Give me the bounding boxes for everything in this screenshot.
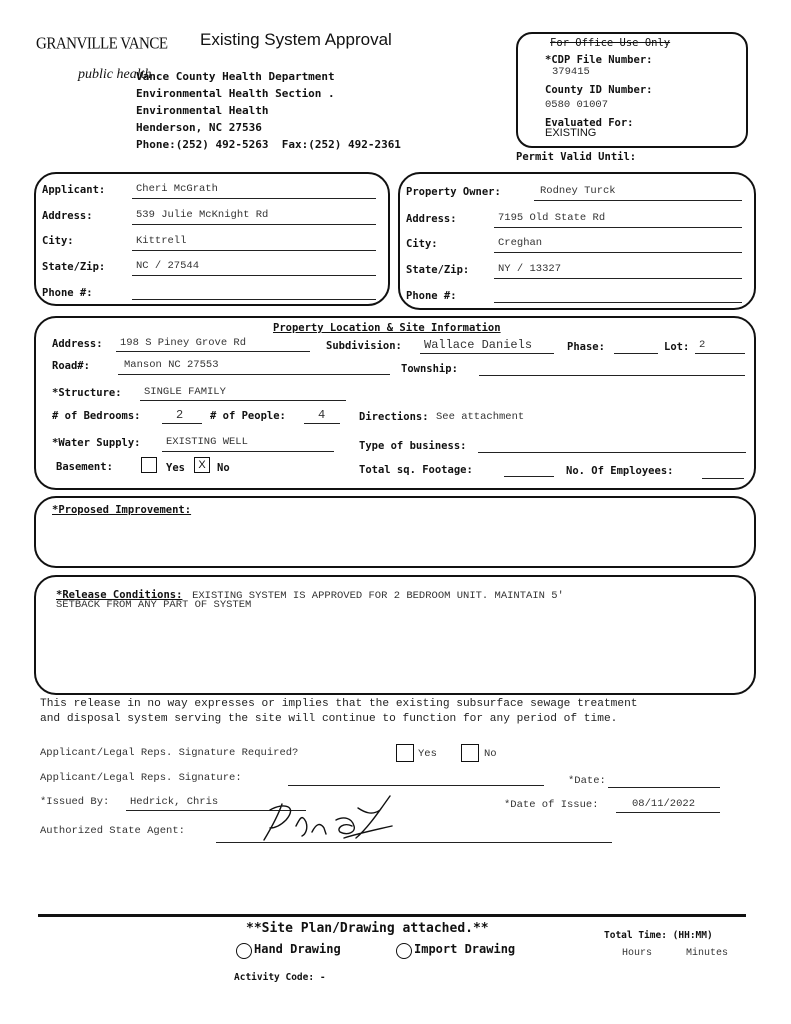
- site-address-line: [116, 351, 310, 352]
- structure-label: *Structure:: [52, 387, 122, 399]
- applicant-signature-line: [288, 785, 544, 786]
- import-drawing-radio[interactable]: [396, 943, 412, 959]
- logo-line2: public health: [78, 67, 152, 82]
- people-line: [304, 423, 340, 424]
- issued-by-value: Hedrick, Chris: [130, 796, 219, 808]
- bedrooms-label: # of Bedrooms:: [52, 410, 141, 422]
- owner-statezip-line: [494, 278, 742, 279]
- applicant-address-label: Address:: [42, 210, 93, 222]
- applicant-statezip-line: [132, 275, 376, 276]
- agency-line: Henderson, NC 27536: [136, 121, 262, 134]
- basement-yes-checkbox[interactable]: [141, 457, 157, 473]
- structure-line: [140, 400, 346, 401]
- water-supply-label: *Water Supply:: [52, 437, 141, 449]
- disclaimer-line1: This release in no way expresses or implies that the existing subsurface sewage treatment: [40, 698, 638, 710]
- sqft-line: [504, 476, 554, 477]
- import-drawing-label: Import Drawing: [414, 942, 516, 956]
- phone-label: Phone:: [136, 138, 176, 151]
- applicant-address: 539 Julie McKnight Rd: [136, 209, 269, 221]
- signature-required-no-label: No: [484, 748, 497, 760]
- agency-line: Environmental Health: [136, 104, 269, 117]
- signature-required-yes-checkbox[interactable]: [396, 744, 414, 762]
- business-type-label: Type of business:: [359, 440, 467, 452]
- phase-line: [614, 353, 658, 354]
- applicant-label: Applicant:: [42, 184, 106, 196]
- township-line: [479, 375, 745, 376]
- cdp-label: *CDP File Number:: [545, 54, 653, 66]
- footer-rule: [38, 914, 746, 917]
- applicant-name-line: [132, 198, 376, 199]
- release-label: *Release Conditions:: [56, 589, 183, 601]
- site-address-label: Address:: [52, 338, 103, 350]
- issued-by-label: *Issued By:: [40, 796, 110, 808]
- applicant-signature-label: Applicant/Legal Reps. Signature:: [40, 772, 242, 784]
- township-label: Township:: [401, 363, 458, 375]
- release-line2: SETBACK FROM ANY PART OF SYSTEM: [56, 599, 252, 611]
- release-line1: EXISTING SYSTEM IS APPROVED FOR 2 BEDROOM UNIT. MAINTAIN 5': [192, 590, 564, 602]
- page-title: Existing System Approval: [200, 30, 392, 49]
- disclaimer-line2: and disposal system serving the site will continue to function for any period of time.: [40, 713, 618, 725]
- minutes-label: Minutes: [686, 948, 729, 959]
- subdivision-value: Wallace Daniels: [424, 338, 533, 352]
- owner-address-label: Address:: [406, 213, 457, 225]
- directions-value: See attachment: [436, 411, 525, 423]
- owner-name: Rodney Turck: [540, 185, 616, 197]
- owner-label: Property Owner:: [406, 186, 501, 198]
- agency-block: [136, 68, 401, 153]
- agency-line: Vance County Health Department: [136, 70, 335, 83]
- applicant-statezip-label: State/Zip:: [42, 261, 106, 273]
- people-value: 4: [318, 408, 326, 422]
- activity-code-label: Activity Code:: [234, 972, 315, 983]
- basement-no-label: No: [217, 462, 230, 474]
- road-value: Manson NC 27553: [124, 359, 219, 371]
- signature-date-line: [608, 787, 720, 788]
- issue-date-line: [616, 812, 720, 813]
- site-plan-attached: **Site Plan/Drawing attached.**: [246, 921, 489, 936]
- owner-city-label: City:: [406, 238, 438, 250]
- total-time-label: [604, 930, 713, 941]
- basement-label: Basement:: [56, 461, 113, 473]
- employees-line: [702, 478, 744, 479]
- road-line: [118, 374, 390, 375]
- applicant-name: Cheri McGrath: [136, 183, 218, 195]
- signature-required-yes-label: Yes: [418, 748, 437, 760]
- applicant-phone-line: [132, 299, 376, 300]
- water-supply-line: [162, 451, 334, 452]
- directions-label: Directions:: [359, 411, 429, 423]
- applicant-city-label: City:: [42, 235, 74, 247]
- total-time-format: (HH:MM): [672, 930, 713, 941]
- hand-drawing-label: Hand Drawing: [254, 942, 341, 956]
- owner-statezip: NY / 13327: [498, 263, 562, 275]
- cdp-value: 379415: [552, 66, 590, 78]
- applicant-phone-label: Phone #:: [42, 287, 93, 299]
- lot-label: Lot:: [664, 341, 690, 353]
- total-time-text: Total Time:: [604, 930, 667, 941]
- business-type-line: [478, 452, 746, 453]
- agency-line: Environmental Health Section .: [136, 87, 335, 100]
- employees-label: No. Of Employees:: [566, 465, 674, 477]
- evaluated-value: EXISTING: [545, 127, 597, 139]
- signature-date-label: *Date:: [568, 775, 606, 787]
- lot-value: 2: [699, 339, 706, 351]
- hours-label: Hours: [622, 948, 653, 959]
- state-agent-label: Authorized State Agent:: [40, 825, 185, 837]
- activity-code: [234, 972, 326, 983]
- phase-label: Phase:: [567, 341, 605, 353]
- signature-required-label: Applicant/Legal Reps. Signature Required?: [40, 747, 299, 759]
- fax-label: Fax:: [281, 138, 309, 151]
- proposed-improvement-label: *Proposed Improvement:: [52, 504, 192, 516]
- bedrooms-line: [162, 423, 202, 424]
- applicant-statezip: NC / 27544: [136, 260, 200, 272]
- owner-address: 7195 Old State Rd: [498, 212, 606, 224]
- owner-name-line: [534, 200, 742, 201]
- evaluated-label: Evaluated For:: [545, 117, 634, 129]
- permit-valid-label: Permit Valid Until:: [516, 151, 637, 163]
- issue-date-label: *Date of Issue:: [504, 799, 599, 811]
- road-label: Road#:: [52, 360, 90, 372]
- subdivision-label: Subdivision:: [326, 340, 402, 352]
- site-heading: Property Location & Site Information: [273, 322, 501, 334]
- hand-drawing-radio[interactable]: [236, 943, 252, 959]
- bedrooms-value: 2: [176, 408, 184, 422]
- applicant-city-line: [132, 250, 376, 251]
- logo-line1: GRANVILLE VANCE: [36, 34, 168, 54]
- signature-scribble: [240, 792, 410, 848]
- lot-line: [695, 353, 745, 354]
- structure-value: SINGLE FAMILY: [144, 386, 226, 398]
- owner-address-line: [494, 227, 742, 228]
- owner-phone-line: [494, 302, 742, 303]
- activity-code-value: -: [319, 972, 326, 983]
- office-use-title: For Office Use Only: [550, 37, 671, 49]
- county-id-value: 0580 01007: [545, 99, 609, 111]
- owner-city-line: [494, 252, 742, 253]
- water-supply-value: EXISTING WELL: [166, 436, 248, 448]
- county-id-label: County ID Number:: [545, 84, 653, 96]
- applicant-city: Kittrell: [136, 235, 187, 247]
- fax-value: (252) 492-2361: [308, 138, 401, 151]
- people-label: # of People:: [210, 410, 286, 422]
- issue-date-value: 08/11/2022: [632, 798, 696, 810]
- subdivision-line: [420, 353, 554, 354]
- signature-required-no-checkbox[interactable]: [461, 744, 479, 762]
- basement-yes-label: Yes: [166, 462, 185, 474]
- agency-phone-line: [136, 136, 401, 153]
- phone-value: (252) 492-5263: [175, 138, 269, 151]
- site-address: 198 S Piney Grove Rd: [120, 337, 247, 349]
- sqft-label: Total sq. Footage:: [359, 464, 473, 476]
- owner-phone-label: Phone #:: [406, 290, 457, 302]
- owner-statezip-label: State/Zip:: [406, 264, 470, 276]
- basement-no-checkbox[interactable]: X: [194, 457, 210, 473]
- applicant-address-line: [132, 224, 376, 225]
- owner-city: Creghan: [498, 237, 543, 249]
